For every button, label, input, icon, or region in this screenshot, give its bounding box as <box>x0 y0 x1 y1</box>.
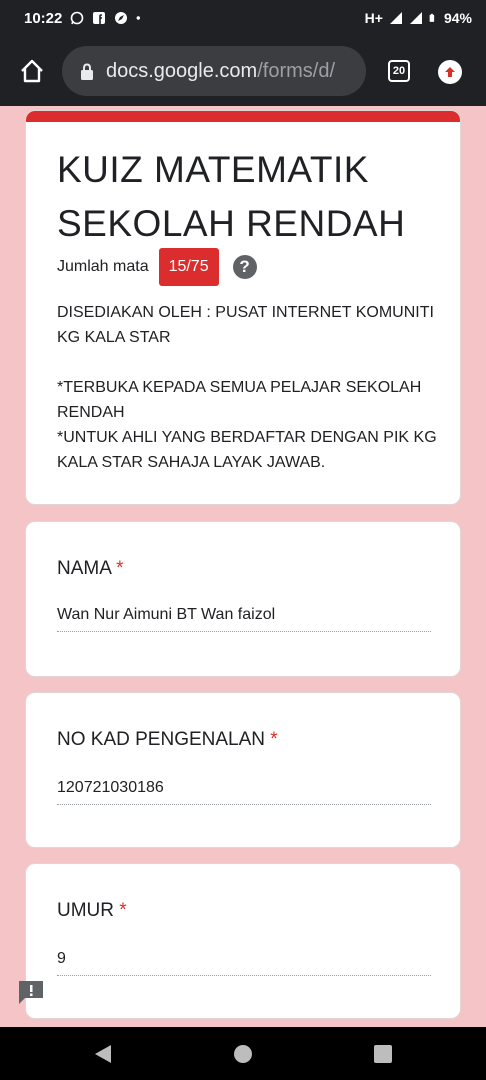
question-card-nama <box>25 521 461 677</box>
required-mark: * <box>270 729 278 750</box>
required-mark: * <box>119 900 127 921</box>
dot-icon <box>136 11 144 25</box>
browser-toolbar <box>0 36 486 106</box>
update-button[interactable] <box>438 60 462 84</box>
signal-icon-2 <box>409 11 423 25</box>
question-label <box>57 900 127 922</box>
answer-field-nama[interactable]: Wan Nur Aimuni BT Wan faizol <box>57 606 431 632</box>
question-card-ic <box>25 692 461 848</box>
answer-field-ic[interactable]: 120721030186 <box>57 779 431 805</box>
home-circle-icon[interactable] <box>234 1045 252 1063</box>
status-time: 10:22 <box>24 9 63 27</box>
battery-level: 94% <box>443 10 472 26</box>
home-button[interactable] <box>0 36 64 106</box>
form-header-card <box>25 110 461 505</box>
help-icon[interactable]: ? <box>233 255 257 279</box>
question-label <box>57 558 124 580</box>
facebook-icon <box>92 11 106 25</box>
question-title: UMUR <box>57 900 114 921</box>
update-icon <box>443 65 457 79</box>
home-icon <box>19 58 45 84</box>
battery-icon <box>429 11 438 25</box>
required-mark: * <box>116 558 124 579</box>
score-label: Jumlah mata <box>57 258 149 275</box>
question-label <box>57 729 278 751</box>
back-icon[interactable] <box>94 1044 112 1064</box>
tab-switcher-button[interactable] <box>388 60 410 82</box>
url-path: /forms/d/ <box>257 59 335 82</box>
answer-field-umur[interactable]: 9 <box>57 950 431 976</box>
recents-icon[interactable] <box>374 1045 392 1063</box>
signal-icon <box>389 11 403 25</box>
url-domain: docs.google.com <box>106 59 258 82</box>
network-type: H+ <box>364 10 383 26</box>
question-title: NO KAD PENGENALAN <box>57 729 265 750</box>
question-card-umur <box>25 863 461 1019</box>
description-line: *UNTUK AHLI YANG BERDAFTAR DENGAN PIK KG KALA STAR SAHAJA LAYAK JAWAB. <box>57 429 437 471</box>
tab-count: 20 <box>392 65 406 77</box>
address-bar[interactable] <box>62 46 366 96</box>
description-line: *TERBUKA KEPADA SEMUA PELAJAR SEKOLAH RENDAH <box>57 379 422 421</box>
system-nav-bar <box>0 1027 486 1080</box>
question-title: NAMA <box>57 558 111 579</box>
score-row <box>57 248 257 286</box>
header-accent-bar <box>26 111 460 122</box>
description-line: DISEDIAKAN OLEH : PUSAT INTERNET KOMUNITI KG KALA STAR <box>57 304 434 346</box>
lock-icon <box>80 63 94 80</box>
compass-icon <box>114 11 128 25</box>
report-feedback-icon[interactable] <box>17 979 45 1005</box>
form-title: KUIZ MATEMATIK SEKOLAH RENDAH <box>57 149 406 244</box>
score-badge: 15/75 <box>159 248 219 286</box>
whatsapp-icon <box>70 11 84 25</box>
form-description <box>57 300 447 475</box>
status-bar <box>0 0 486 36</box>
